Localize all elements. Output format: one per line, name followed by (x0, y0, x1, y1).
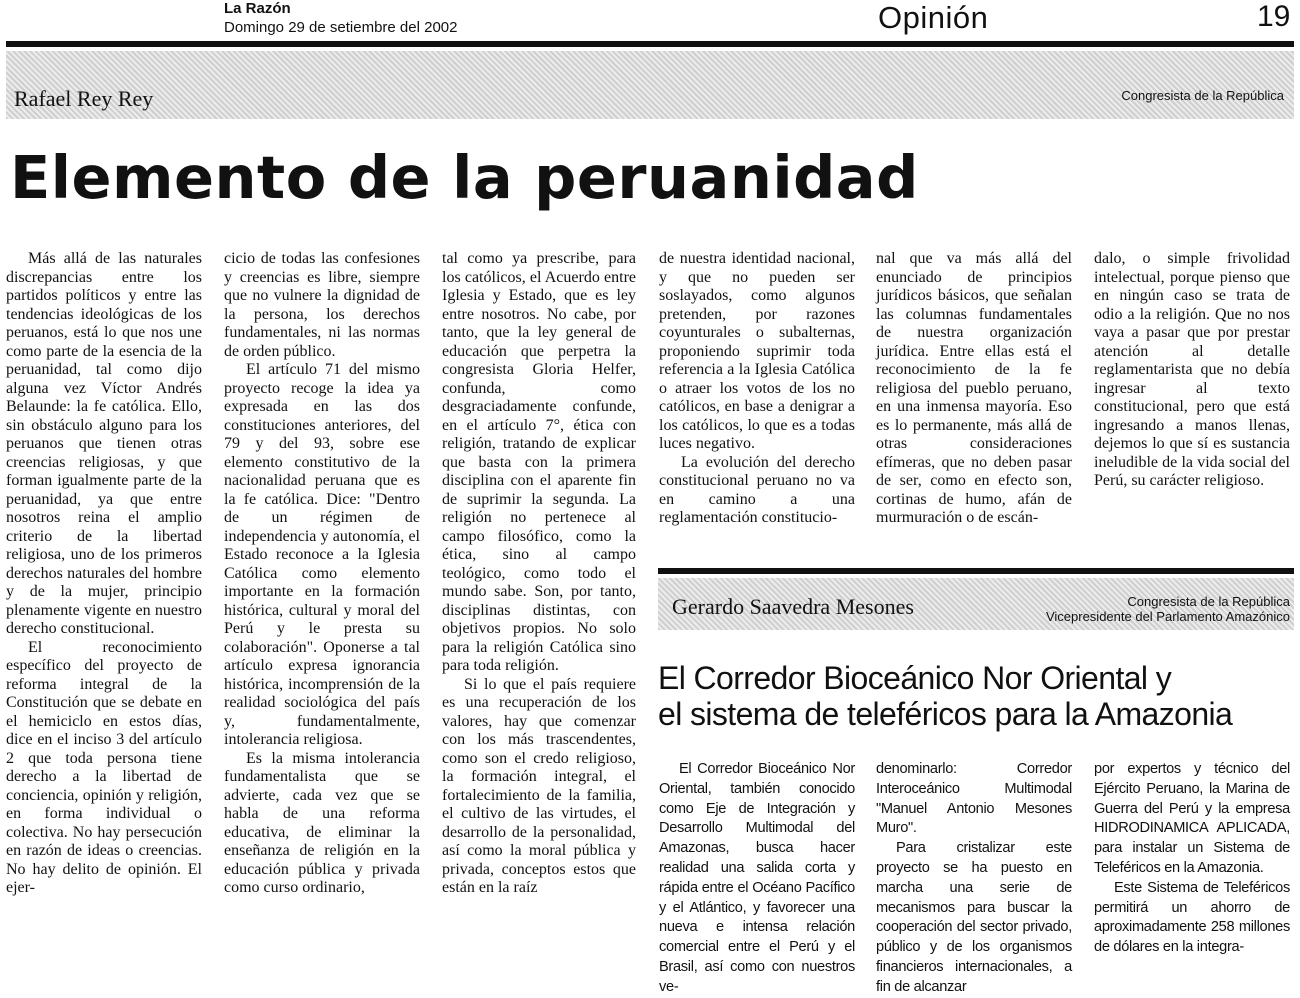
paragraph: Es la misma intolerancia fundamentalista que se advierte, cada vez que se habla de una reforma educativa, de eliminar la enseñanza de religión en la educación pública y privada como curso ordinario, (224, 749, 420, 896)
role-line-2: Vicepresidente del Parlamento Amazónico (1045, 609, 1290, 624)
paragraph: Más allá de las naturales discrepancias entre los partidos políticos y entre las tendencias ideológicas de los peruanos, está lo que nos une como parte de la esencia de la peruanidad, tal como dijo alguna vez Víctor Andrés Belaunde: la fe católica. Ello, sin obstáculo alguno para los peruanos que tienen otras creencias religiosas, y que forman igualmente parte de la peruanidad, ya que entre nosotros reina el amplio criterio de la libertad religiosa, uno de los primeros derechos naturales del hombre y de la mujer, principio plenamente vigente en nuestro derecho constitucional. (6, 250, 202, 637)
second-article-column-2 (876, 760, 1072, 998)
paragraph: Este Sistema de Teleféricos permitirá un ahorro de aproximadamente 258 millones de dólares en la integra- (1094, 879, 1290, 956)
article-column-2 (224, 250, 420, 898)
issue-date: Domingo 29 de setiembre del 2002 (224, 19, 458, 36)
second-article-rule (658, 568, 1294, 574)
article-column-5 (876, 250, 1072, 528)
second-author-name: Gerardo Saavedra Mesones (672, 594, 914, 619)
article-column-3 (442, 250, 636, 898)
headline: Elemento de la peruanidad (10, 143, 919, 212)
paragraph: denominarlo: Corredor Interoceánico Multimodal "Manuel Antonio Mesones Muro". (876, 761, 1072, 837)
paragraph: El artículo 71 del mismo proyecto recoge la idea ya expresada en las dos constituciones anteriores, del 79 y del 93, sobre ese elemento constitutivo de la nacionalidad peruana que es la fe católica. Dice: "Dentro de un régimen de independencia y autonomía, el Estado reconoce a la Iglesia Católica como elemento importante en la formación histórica, cultural y moral del Perú y le presta su colaboración". Oponerse a tal artículo expresa ignorancia histórica, incomprensión de la realidad sociológica del país y, fundamentalmente, intolerancia religiosa. (224, 361, 420, 748)
second-article-column-3 (1094, 760, 1290, 958)
section-title: Opinión (878, 0, 989, 35)
top-rule (6, 41, 1294, 47)
paragraph: La evolución del derecho constitucional peruano no va en camino a una reglamentación constitucio- (659, 453, 855, 526)
second-headline-line-2: el sistema de teleféricos para la Amazonia (658, 696, 1233, 732)
paragraph: Para cristalizar este proyecto se ha puesto en marcha una serie de mecanismos para buscar la cooperación del sector privado, público y de los organismos financieros internacionales, a fin de alcanzar (876, 840, 1072, 995)
paragraph: cicio de todas las confesiones y creencias es libre, siempre que no vulnere la dignidad de la persona, los derechos fundamentales, ni las normas de orden público. (224, 250, 420, 360)
newspaper-name: La Razón (224, 0, 291, 17)
paragraph: tal como ya prescribe, para los católicos, el Acuerdo entre Iglesia y Estado, que es ley entre nosotros. No cabe, por tanto, que la ley general de educación que perpetra la congresista Gloria Helfer, confunda, como desgraciadamente confunde, en el artículo 7°, ética con religión, tratando de explicar que basta con la primera disciplina con el aparente fin de suprimir la segunda. La religión no pertenece al campo filosófico, como la ética, sino al campo teológico, como todo el mundo sabe. Son, por tanto, disciplinas distintas, con objetivos propios. No solo para la religión Católica sino para toda religión. (442, 250, 636, 674)
second-headline (658, 660, 1232, 732)
paragraph: por expertos y técnico del Ejército Peruano, la Marina de Guerra del Perú y la empresa HIDRODINAMICA APLICADA, para instalar un Sistema de Teleféricos en la Amazonia. (1094, 761, 1290, 876)
paragraph: El Corredor Bioceánico Nor Oriental, también conocido como Eje de Integración y Desarrollo Multimodal del Amazonas, busca hacer realidad una salida corta y rápida entre el Océano Pacífico y el Atlántico, y favorecer una nueva e intensa relación comercial entre el Perú y el Brasil, así como con nuestros ve- (659, 761, 855, 995)
author-name: Rafael Rey Rey (14, 86, 154, 111)
second-article-column-1 (659, 760, 855, 998)
second-headline-line-1: El Corredor Bioceánico Nor Oriental y (658, 660, 1172, 696)
article-column-6 (1094, 250, 1290, 491)
page-number: 19 (1257, 0, 1291, 33)
second-author-role (980, 594, 1290, 624)
paragraph: de nuestra identidad nacional, y que no pueden ser soslayados, como algunos pretenden, por razones coyunturales o subalternas, proponiendo suprimir toda referencia a la Iglesia Católica o atraer los votos de los no católicos, en base a denigrar a los católicos, lo que es a todas luces negativo. (659, 250, 855, 452)
author-role: Congresista de la República (1121, 88, 1284, 103)
author-band (6, 51, 1294, 119)
article-column-4 (659, 250, 855, 528)
article-column-1 (6, 250, 202, 898)
paragraph: nal que va más allá del enunciado de principios jurídicos básicos, que señalan las columnas fundamentales de nuestra organización jurídica. Entre ellas está el reconocimiento de la fe religiosa del pueblo peruano, en una inmensa mayoría. Eso es lo permanente, más allá de otras consideraciones efímeras, que no deben pasar de ser, como en efecto son, cortinas de humo, afán de murmuración o de escán- (876, 250, 1072, 526)
paragraph: El reconocimiento específico del proyecto de reforma integral de la Constitución que se debate en el hemiciclo en estos días, dice en el inciso 3 del artículo 2 que toda persona tiene derecho a la libertad de conciencia, opinión y religión, en forma individual o colectiva. No hay persecución en razón de ideas o creencias. No hay delito de opinión. El ejer- (6, 638, 202, 896)
paragraph: dalo, o simple frivolidad intelectual, porque pienso que en ningún caso se trata de odio a la religión. Que no nos vaya a pasar que por prestar atención al detalle reglamentarista que no debía ingresar al texto constitucional, pero que está ingresando a manos llenas, dejemos lo que sí es sustancia ineludible de la vida social del Perú, su carácter religioso. (1094, 250, 1290, 489)
role-line-1: Congresista de la República (1127, 594, 1290, 609)
paragraph: Si lo que el país requiere es una recuperación de los valores, hay que comenzar con los más trascendentes, como son el credo religioso, la formación integral, el fortalecimiento de la familia, el cultivo de las virtudes, el desarrollo de la personalidad, así como la moral pública y privada, conceptos estos que están en la raíz (442, 675, 636, 896)
